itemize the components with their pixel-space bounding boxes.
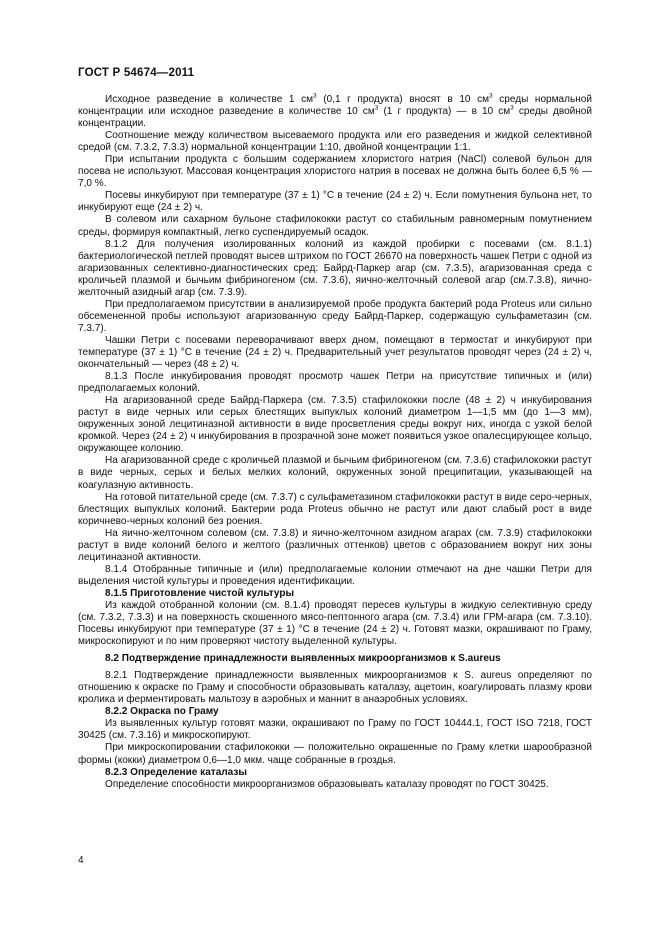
paragraph: При микроскопировании стафилококки — положительно окрашенные по Граму клетки шарообразной формы (кокки) диаметром 0,6—1,0 мкм. чаще собранные в гроздья. <box>78 742 592 766</box>
text-run: среды двойной концентрации. <box>78 106 593 130</box>
paragraph: Из каждой отобранной колонии (см. 8.1.4) проводят пересев культуры в жидкую селективную среду (см. 7.3.2, 7.3.3) и на поверхность скошенного мясо-пептонного агара (см. 7.3.4) или ГРМ-агара (см. 7.3.10). Посевы инкубируют при температуре (37 ± 1) °С в течение (24 ± 2) ч. Готовят мазки, окрашивают по Граму, микроскопируют и по ним проверяют чистоту выделенной культуры. <box>78 599 592 648</box>
paragraph: В солевом или сахарном бульоне стафилококки растут со стабильным равномерным помутнением среды, формируя компактный, легко суспендируемый осадок. <box>78 214 592 238</box>
superscript: 3 <box>489 92 493 100</box>
text-run: (1 г продукта) — в 10 см <box>378 106 511 118</box>
paragraph: При предполагаемом присутствии в анализируемой пробе продукта бактерий рода Proteus или сильно обсемененной пробы используют агаризованную среду Байрд-Паркер, содержащую сульфаметазин (см. 7.3.7). <box>78 298 592 334</box>
text-run: Исходное разведение в количестве 1 см <box>105 94 314 105</box>
paragraph <box>78 94 592 130</box>
document-header: ГОСТ Р 54674—2011 <box>78 67 195 79</box>
paragraph: На яично-желточном солевом (см. 7.3.8) и яично-желточном азидном агарах (см. 7.3.9) стафилококки растут в виде колоний белого и желтого (различных оттенков) цветов с образованием вокруг них зоны лецитиназной активности. <box>78 527 592 563</box>
paragraph: Посевы инкубируют при температуре (37 ± 1) °С в течение (24 ± 2) ч. Если помутнения бульона нет, то инкубируют еще (24 ± 2) ч. <box>78 190 592 214</box>
paragraph: На агаризованной среде с кроличьей плазмой и бычьим фибриногеном (см. 7.3.6) стафилококки растут в виде черных, серых и белых мелких колоний, окруженных зоной преципитации, указывающей на коагулазную активность. <box>78 455 592 491</box>
superscript: 3 <box>313 92 317 100</box>
page-number: 4 <box>78 855 84 866</box>
document-body <box>78 94 592 791</box>
subsection-heading: 8.2.2 Окраска по Граму <box>105 706 219 718</box>
paragraph: На агаризованной среде Байрд-Паркера (см. 7.3.5) стафилококки после (48 ± 2) ч инкубирования растут в виде черных или серых блестящих выпуклых колоний диаметром 1—1,5 мм (до 1—3 мм), окруженных зоной лецитиназной активности в виде просветления среды вокруг них, иногда с узкой белой кромкой. Через (24 ± 2) ч инкубирования в прозрачной зоне может появиться узкое опалесцирующее кольцо, окружающее колонию. <box>78 395 592 455</box>
paragraph: 8.1.3 После инкубирования проводят просмотр чашек Петри на присутствие типичных и (или) предполагаемых колоний. <box>78 371 592 395</box>
superscript: 3 <box>374 104 379 112</box>
superscript: 3 <box>510 104 514 112</box>
paragraph: Чашки Петри с посевами переворачивают вверх дном, помещают в термостат и инкубируют при температуре (37 ± 1) °С в течение (24 ± 2) ч. Предварительный учет результатов проводят через (24 ± 2) ч, окончательный — через (48 ± 2) ч. <box>78 334 592 371</box>
paragraph: Определение способности микроорганизмов образовывать каталазу проводят по ГОСТ 30425. <box>105 778 549 790</box>
section-heading: 8.2 Подтверждение принадлежности выявленных микроорганизмов к S.aureus <box>105 653 501 665</box>
subsection-heading: 8.1.5 Приготовление чистой культуры <box>105 587 295 599</box>
subsection-heading: 8.2.3 Определение каталазы <box>105 766 247 778</box>
paragraph: 8.1.4 Отобранные типичные и (или) предполагаемые колонии отмечают на дне чашки Петри для выделения чистой культуры и проведения идентификации. <box>78 563 592 587</box>
paragraph: Из выявленных культур готовят мазки, окрашивают по Граму по ГОСТ 10444.1, ГОСТ ISO 7218, ГОСТ 30425 (см. 7.3.16) и микроскопируют. <box>78 718 592 742</box>
paragraph: На готовой питательной среде (см. 7.3.7) с сульфаметазином стафилококки растут в виде серо-черных, блестящих выпуклых колоний. Бактерии рода Proteus обычно не растут или дают слабый рост в виде коричнево-черных колоний без роения. <box>78 491 592 527</box>
paragraph: Соотношение между количеством высеваемого продукта или его разведения и жидкой селективной средой (см. 7.3.2, 7.3.3) нормальной концентрации 1:10, двойной концентрации 1:1. <box>78 130 592 154</box>
text-run: среды нормальной концентрации или исходное разведение в количестве 10 см <box>78 94 592 118</box>
paragraph: При испытании продукта с большим содержанием хлористого натрия (NaCl) солевой бульон для посева не используют. Массовая концентрация хлористого натрия в посевах не должна быть более 6,5 % — 7,0 %. <box>78 154 592 190</box>
paragraph: 8.2.1 Подтверждение принадлежности выявленных микроорганизмов к S. aureus определяют по отношению к окраске по Граму и способности образовывать каталазу, ацетоин, коагулировать плазму крови кролика и ферментировать мальтозу в аэробных и маннит в анаэробных условиях. <box>78 670 592 706</box>
text-run: (0,1 г продукта) вносят в 10 см <box>316 94 490 105</box>
paragraph: 8.1.2 Для получения изолированных колоний из каждой пробирки с посевами (см. 8.1.1) бактериологической петлей проводят высев штрихом по ГОСТ 26670 на поверхность чашек Петри с одной из агаризованных селективно-диагностических сред: Байрд-Паркер агар (см. 7.3.5), агаризованная среда с кроличьей плазмой и бычьим фибриногеном (см. 7.3.6), яично-желточный солевой агар (см.7.3.8), яично-желточный азидный агар (см. 7.3.9). <box>78 238 592 298</box>
